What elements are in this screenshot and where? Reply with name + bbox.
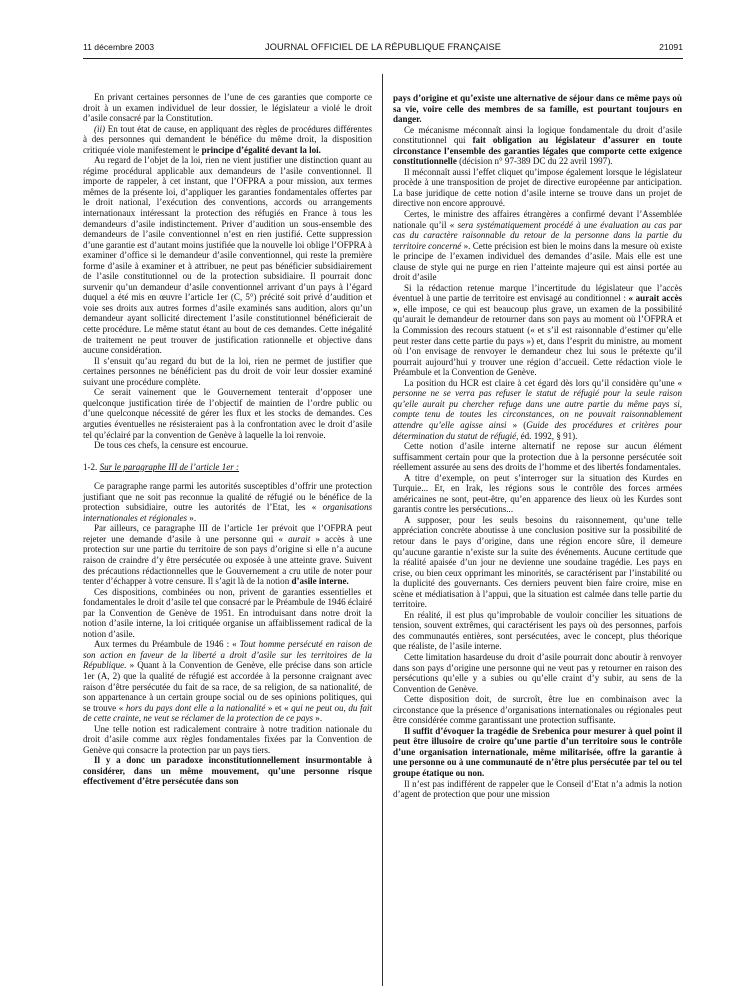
text-run: , elle impose, ce qui est beaucoup plus grave, un examen de la possibilité qu’aurait le demandeur de retourner dans son pays au moment où l’OFPRA et la Commission des recours statuent (« et s’il est raisonnable d’estimer qu’elle peut rester dans cette partie du pays ») et, dans l’esprit du ministre, au moment où l’on envisage de renvoyer le demandeur chez lui sous le prétexte qu’il pourrait aujourd’hui y trouver une région d’accueil. Cette rédaction viole le Préambule et la Convention de Genève.	[393, 303, 682, 378]
paragraph	[393, 378, 682, 441]
bold-text: « aurait accès »	[393, 293, 682, 314]
paragraph: Cette limitation hasardeuse du droit d’asile pourrait donc aboutir à renvoyer dans son pays d’origine une personne qui ne veut pas y retourner en raison des persécutions qu’elle y a subies ou qu’elle craint d’y subir, au sens de la Convention de Genève.	[393, 651, 682, 694]
italic-text: personne ne se verra pas refuser le statut de réfugié pour la seule raison qu’elle aurait pu chercher refuge dans une autre partie du même pays si, compte tenu de toutes les circonstances, on ne pouvait raisonnablement attendre qu’elle agisse ainsi	[393, 388, 682, 430]
paragraph: De tous ces chefs, la censure est encourue.	[94, 440, 248, 451]
paragraph	[83, 639, 372, 723]
column-divider	[382, 74, 383, 986]
paragraph: A supposer, pour les seuls besoins du raisonnement, qu’une telle appréciation concrète aboutisse à une conclusion positive sur la possibilité de retour dans le pays d’origine, dans une région encore sûre, il demeure qu’aucune garantie n’existe sur la suite des événements. Aucune certitude que la réalité apaisée d’un jour ne devienne une soudaine tragédie. Les pays en crise, ou bien ceux opprimant les minorités, se caractérisent par l’instabilité ou la duplicité des gouvernants. Ces derniers peuvent bien faire croire, mise en scène et médiatisation à l’appui, que la situation est calmée dans telle partie du territoire.	[393, 514, 682, 610]
italic-text: hors du pays dont elle a la nationalité	[125, 702, 266, 713]
header-rule	[83, 58, 683, 59]
paragraph: Au regard de l’objet de la loi, rien ne vient justifier une distinction quant au régime procédural applicable aux demandeurs de l’asile conventionnel. Il importe de rappeler, à cet instant, que l’OFPRA a pour mission, aux termes mêmes de la présente loi, d’appliquer les garanties fondamentales offertes par le droit national, l’exécution des conventions, accords ou arrangements internationaux intéressant la protection des réfugiés en France à tous les demandeurs d’asile indistinctement. Priver d’audition un sous-ensemble des demandeurs de l’asile conventionnel n’est en rien justifié. Cette suppression d’une garantie est d’autant moins justifiée que la nouvelle loi oblige l’OFPRA à examiner d’office si le demandeur d’asile conventionnel, qui reste la première forme d’asile à examiner et à attribuer, ne peut pas bénéficier subsidiairement de l’asile constitutionnel ou de la protection subsidiaire. Il pourrait donc survenir qu’un demandeur d’asile conventionnel arrivant d’un pays à l’égard duquel a été mis en œuvre l’article 1er (C, 5°) précité soit privé d’audition et voie ses droits aux autres formes d’asile examinés sans audition, alors qu’un demandeur ayant sollicité directement l’asile constitutionnel bénéficierait de cette procédure. Le même statut étant au bout de ces demandes. Cette inégalité de traitement ne peut trouver de justification rationnelle et objective dans aucune considération.	[83, 155, 372, 356]
text-run: » accès à une protection sur une partie du territoire de son pays d’origine si elle n’a aucune raison de craindre d’y être persécutée ou exposée à une atteinte grave. Suivent des précautions rédactionnelles que le Gouvernement a cru utile de noter pour tenter d’échapper à votre censure. Il s’agit là de la notion	[83, 533, 372, 587]
paragraph: Il n’est pas indifférent de rappeler que le Conseil d’Etat n’a admis la notion d’agent de protection que pour une mission	[393, 778, 682, 800]
text-run: Ce paragraphe range parmi les autorités susceptibles d’offrir une protection justifiant que ne soit pas reconnue la qualité de réfugié ou le bénéfice de la protection subsidiaire, outre les autorités de l’Etat, les «	[83, 481, 372, 513]
paragraph: Il s’ensuit qu’au regard du but de la loi, rien ne permet de justifier que certaines personnes ne bénéficient pas du droit de voir leur dossier examiné suivant une procédure complète.	[83, 355, 372, 387]
text-run: » (	[506, 419, 527, 430]
text-run: Aux termes du Préambule de 1946 : «	[94, 639, 240, 650]
text-run: , éd. 1992, § 91).	[516, 430, 578, 441]
text-run: La position du HCR est claire à cet égard dès lors qu’il considère qu’une «	[404, 377, 682, 388]
text-run: » Quant à la Convention de Genève, elle précise dans son article 1er (A, 2) que la qualité de réfugié est accordée à la personne craignant avec raison d’être persécutée du fait de sa race, de sa religion, de sa nationalité, de son appartenance à un certain groupe social ou de ses opinions politiques, qui se trouve «	[83, 660, 372, 713]
page-number: 21091	[659, 42, 683, 52]
paragraph	[393, 726, 682, 779]
header-date: 11 décembre 2003	[83, 42, 155, 52]
italic-text: Guide des procédures et critères pour détermination du statut de réfugié	[393, 419, 682, 441]
text-run: » et «	[265, 702, 292, 713]
paragraph	[83, 124, 372, 156]
italic-text: sera systématiquement procédé à une évaluation au cas par cas du caractère raisonnable du retour de la personne dans la partie du territoire concerné	[393, 219, 682, 251]
paragraph: Ce serait vainement que le Gouvernement tenterait d’opposer une quelconque justification tirée de l’objectif de maintien de l’ordre public ou d’une quelconque nécessité de gérer les flux et les stocks de demandes. Ces arguties éventuelles ne résisteraient pas à la confrontation avec le droit d’asile tel qu’éclairé par la convention de Genève à laquelle la loi renvoie.	[83, 387, 372, 440]
italic-text: organisations internationales et régionales	[83, 502, 372, 523]
bold-text: pays d’origine et qu’existe une alternative de séjour dans ce même pays où sa vie, voire celle des membres de sa famille, est pourtant toujours en danger.	[393, 93, 682, 125]
paragraph	[83, 523, 372, 586]
text-run: Ce mécanisme méconnaît ainsi la logique fondamentale du droit d’asile constitutionnel qui	[393, 124, 682, 146]
paragraph	[83, 755, 372, 787]
subsection-title: Sur le paragraphe III de l’article 1er :	[99, 461, 240, 472]
italic-text: qui ne peut ou, du fait de cette crainte, ne veut se réclamer de la protection de ce pays	[83, 702, 373, 724]
text-run: Si la rédaction retenue marque l’incertitude du législateur que l’accès éventuel à une partie de territoire est envisagé au conditionnel :	[393, 282, 682, 304]
bold-text: principe d’égalité devant la loi.	[201, 144, 321, 155]
paragraph: A titre d’exemple, on peut s’interroger sur la situation des Kurdes en Turquie... Et, en Irak, les régions sous le contrôle des forces armées américaines ne sont, peut-être, qu’en apparence des lieux où les Kurdes sont garantis contre les persécutions...	[393, 472, 682, 515]
text-run: Certes, le ministre des affaires étrangères a confirmé devant l’Assemblée nationale qu’il «	[393, 209, 682, 230]
paragraph	[83, 481, 372, 523]
journal-title: JOURNAL OFFICIEL DE LA RÉPUBLIQUE FRANÇAISE	[265, 42, 501, 52]
right-column	[393, 93, 682, 800]
paragraph: En privant certaines personnes de l’une de ces garanties que comporte ce droit à un examen individuel de leur dossier, le législateur a violé le droit d’asile consacré par la Constitution.	[83, 92, 372, 124]
paragraph	[393, 283, 682, 378]
bold-text: Il y a donc un paradoxe inconstitutionnellement insurmontable à considérer, dans un même mouvement, qu’une personne risque effectivement d’être persécutée dans son	[83, 755, 372, 787]
text-run: Par ailleurs, ce paragraphe III de l’article 1er prévoit que l’OFPRA peut rejeter une demande d’asile à une personne qui «	[83, 523, 372, 544]
text-run: (décision n° 97-389 DC du 22 avril 1997).	[456, 156, 613, 167]
paragraph: Une telle notion est radicalement contraire à notre tradition nationale du droit d’asile comme aux règles fondamentales fixées par la Convention de Genève qui consacre la protection par un pays tiers.	[83, 723, 372, 755]
paragraph	[393, 93, 682, 125]
text-run: En tout état de cause, en appliquant des règles de procédures différentes à des personnes qui demandent le bénéfice du même droit, la disposition critiquée viole manifestement le	[83, 123, 372, 155]
text-run: ».	[313, 713, 323, 724]
left-column	[83, 92, 372, 787]
paragraph	[393, 125, 682, 167]
italic-text: aurait	[288, 533, 311, 544]
paragraph: Ces dispositions, combinées ou non, privent de garanties essentielles et fondamentales le droit d’asile tel que consacré par le Préambule de 1946 éclairé par la Convention de Genève de 1951. En introduisant dans notre droit la notion d’asile interne, la loi critiquée organise un affaiblissement radical de la notion d’asile.	[83, 586, 372, 639]
text-run: ».	[187, 512, 197, 523]
bold-text: Il suffit d’évoquer la tragédie de Srebenica pour mesurer à quel point il peut être illusoire de croire qu’une partie d’un territoire sous le contrôle d’une organisation internationale, même militarisée, offre la garantie à une personne ou à une communauté de n’être plus persécutée par tel ou tel groupe étatique ou non.	[393, 725, 682, 778]
text-run: ». Cette précision est bien le moins dans la mesure où existe le principe de l’examen individuel des demandes d’asile. Mais elle est une clause de style qui ne purge en rien l’atteinte majeure qui est ainsi portée au droit d’asile	[393, 240, 683, 283]
bold-text: d’asile interne.	[291, 576, 349, 587]
subsection-number: 1-2.	[83, 461, 100, 472]
subsection-heading	[83, 462, 372, 473]
paragraph: Cette notion d’asile interne alternatif ne repose sur aucun élément suffisamment certain pour que la protection due à la personne persécutée soit réellement assurée au sens des droits de l’homme et des libertés fondamentales.	[393, 441, 682, 473]
enumerator: (ii)	[94, 123, 106, 134]
paragraph: Il méconnaît aussi l’effet cliquet qu’impose également lorsque le législateur procède à une transposition de projet de directive européenne par anticipation. La base juridique de cette notion d’asile interne se trouve dans un projet de directive non encore approuvé.	[393, 166, 682, 209]
paragraph	[393, 209, 682, 283]
italic-text: Tout homme persécuté en raison de son action en faveur de la liberté a droit d’asile sur les territoires de la République.	[83, 639, 372, 671]
page-header	[83, 42, 683, 56]
paragraph: Cette disposition doit, de surcroît, être lue en combinaison avec la circonstance que la présence d’organisations internationales ou régionales peut être considérée comme garantissant une protection suffisante.	[393, 694, 682, 726]
paragraph: En réalité, il est plus qu’improbable de vouloir concilier les situations de tension, souvent extrêmes, qui caractérisent les pays où des personnes, parfois des communautés entières, sont persécutées, avec le concept, plus théorique que réaliste, de l’asile interne.	[393, 609, 682, 652]
bold-text: fait obligation au législateur d’assurer en toute circonstance l’ensemble des garanties légales que comporte cette exigence constitutionnelle	[393, 135, 683, 167]
